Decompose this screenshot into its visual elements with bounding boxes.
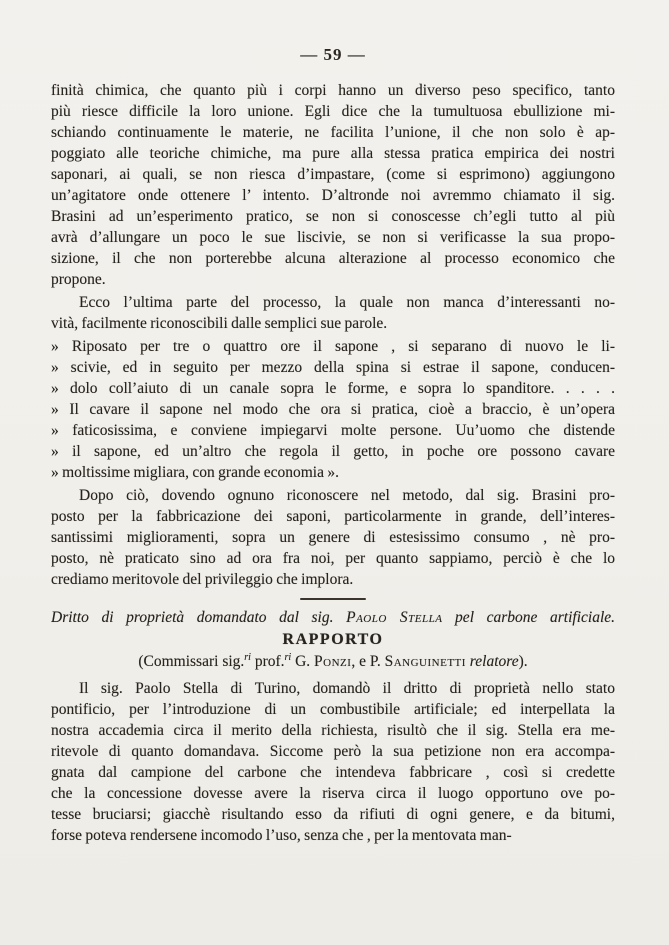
text-line: propone. <box>51 271 106 288</box>
text-line: Il sig. Paolo Stella di Turino, domandò il dritto di proprietà nello stato <box>79 680 615 697</box>
section-heading <box>51 607 615 628</box>
commissioner-name-ponzi: Ponzi <box>314 653 352 670</box>
commissari-text: , e P. <box>351 653 385 670</box>
text-line: sizione, il che non porterebbe alcuna alterazione al processo economico che <box>51 250 615 267</box>
commissari-text: prof. <box>250 653 285 670</box>
text-line: un’agitatore onde ottenere l’ intento. D’altronde noi avremmo chiamato il sig. <box>51 187 615 204</box>
quote-line: » scivie, ed in seguito per mezzo della spina si estrae il sapone, conducen- <box>51 359 615 376</box>
paragraph-dopo-cio <box>51 485 615 590</box>
section-divider <box>300 598 366 600</box>
superscript-ri: ri <box>244 651 251 663</box>
rapporto-heading: RAPPORTO <box>282 631 384 648</box>
superscript-ri: ri <box>284 651 292 663</box>
text-line: forse poteva rendersene incomodo l’uso, senza che , per la mentovata man- <box>51 827 512 844</box>
text-line: nostra accademia circa il merito della richiesta, risultò che il sig. Stella era me- <box>51 722 615 739</box>
quote-line: » Riposato per tre o quattro ore il sapone , si separano di nuovo le li- <box>51 338 615 355</box>
text-line: pontificio, per l’introduzione di un combustibile artificiale; ed interpellata la <box>51 701 615 718</box>
text-line: tesse bruciarsi; giacchè risultando esso da rifiuti di ogni genere, e da bitumi, <box>51 806 615 823</box>
text-line: posto, nè praticato sino ad ora fra noi, per quanto sappiamo, perciò è che lo <box>51 550 615 567</box>
quoted-passage <box>51 336 615 483</box>
paragraph-ecco-ultima <box>51 292 615 334</box>
paragraph-paolo-stella <box>51 678 615 846</box>
text-line: Ecco l’ultima parte del processo, la quale non manca d’interessanti no- <box>79 294 615 311</box>
text-line: gnata dal campione del carbone che intendeva fabbricare , così si credette <box>51 764 615 781</box>
text-line: che la concessione dovesse avere la riserva circa il luogo opportuno ove po- <box>51 785 615 802</box>
text-line: poggiato alle teoriche chimiche, ma pure alla stessa pratica empirica dei nostri <box>51 145 615 162</box>
text-line: finità chimica, che quanto più i corpi hanno un diverso peso specifico, tanto <box>51 82 615 99</box>
quote-line: » moltissime migliara, con grande economia ». <box>51 464 339 481</box>
commissari-text: ). <box>518 653 528 670</box>
section-heading-text: Dritto di proprietà domandato dal sig. <box>51 609 347 626</box>
commissari-text: G. <box>291 653 315 670</box>
text-line: schiando continuamente le materie, ne facilita l’unione, il che non solo è ap- <box>51 124 615 141</box>
page-number: — 59 — <box>300 45 366 64</box>
paragraph-soap-process <box>51 80 615 290</box>
text-line: vità, facilmente riconoscibili dalle semplici sue parole. <box>51 315 388 332</box>
quote-line: » Il cavare il sapone nel modo che ora si pratica, cioè a braccio, è un’opera <box>51 401 615 418</box>
section-heading-text: pel carbone artificiale. <box>442 609 615 626</box>
quote-line: » dolo coll’aiuto di un canale sopra le forme, e sopra lo spanditore. . . . . <box>51 380 615 397</box>
text-line: ritevole di quanto domandava. Siccome però la sua petizione non era accompa- <box>51 743 615 760</box>
text-line: più riesce difficile la loro unione. Egli dice che la tumultuosa ebullizione mi- <box>51 103 615 120</box>
quote-line: » il sapone, ed un’altro che regola il getto, in poche ore possono cavare <box>51 443 615 460</box>
text-line: saponari, ai quali, se non riesca d’impastare, (come si esprimono) aggiungono <box>51 166 615 183</box>
text-line: crediamo meritovole del privileggio che implora. <box>51 571 354 588</box>
commissari-line <box>51 651 615 673</box>
commissari-text: (Commissari sig. <box>138 653 245 670</box>
text-line: santissimi miglioramenti, sopra un genere di estesissimo consumo , nè pro- <box>51 529 615 546</box>
text-column <box>51 44 615 848</box>
text-line: Brasini ad un’esperimento pratico, se non si conoscesse ch’egli tutto al più <box>51 208 615 225</box>
relatore-label: relatore <box>465 653 519 670</box>
quote-line: » faticosissima, e conviene impiegarvi molte persone. Uu’uomo che distende <box>51 422 615 439</box>
inventor-name: Paolo Stella <box>346 609 443 626</box>
text-line: Dopo ciò, dovendo ognuno riconoscere nel metodo, dal sig. Brasini pro- <box>79 487 615 504</box>
text-line: posto per la fabbricazione dei saponi, particolarmente in grande, dell’interes- <box>51 508 615 525</box>
commissioner-name-sanguinetti: Sanguinetti <box>384 653 466 670</box>
text-line: avrà d’allungare un poco le sue liscivie, se non si verificasse la sua propo- <box>51 229 615 246</box>
